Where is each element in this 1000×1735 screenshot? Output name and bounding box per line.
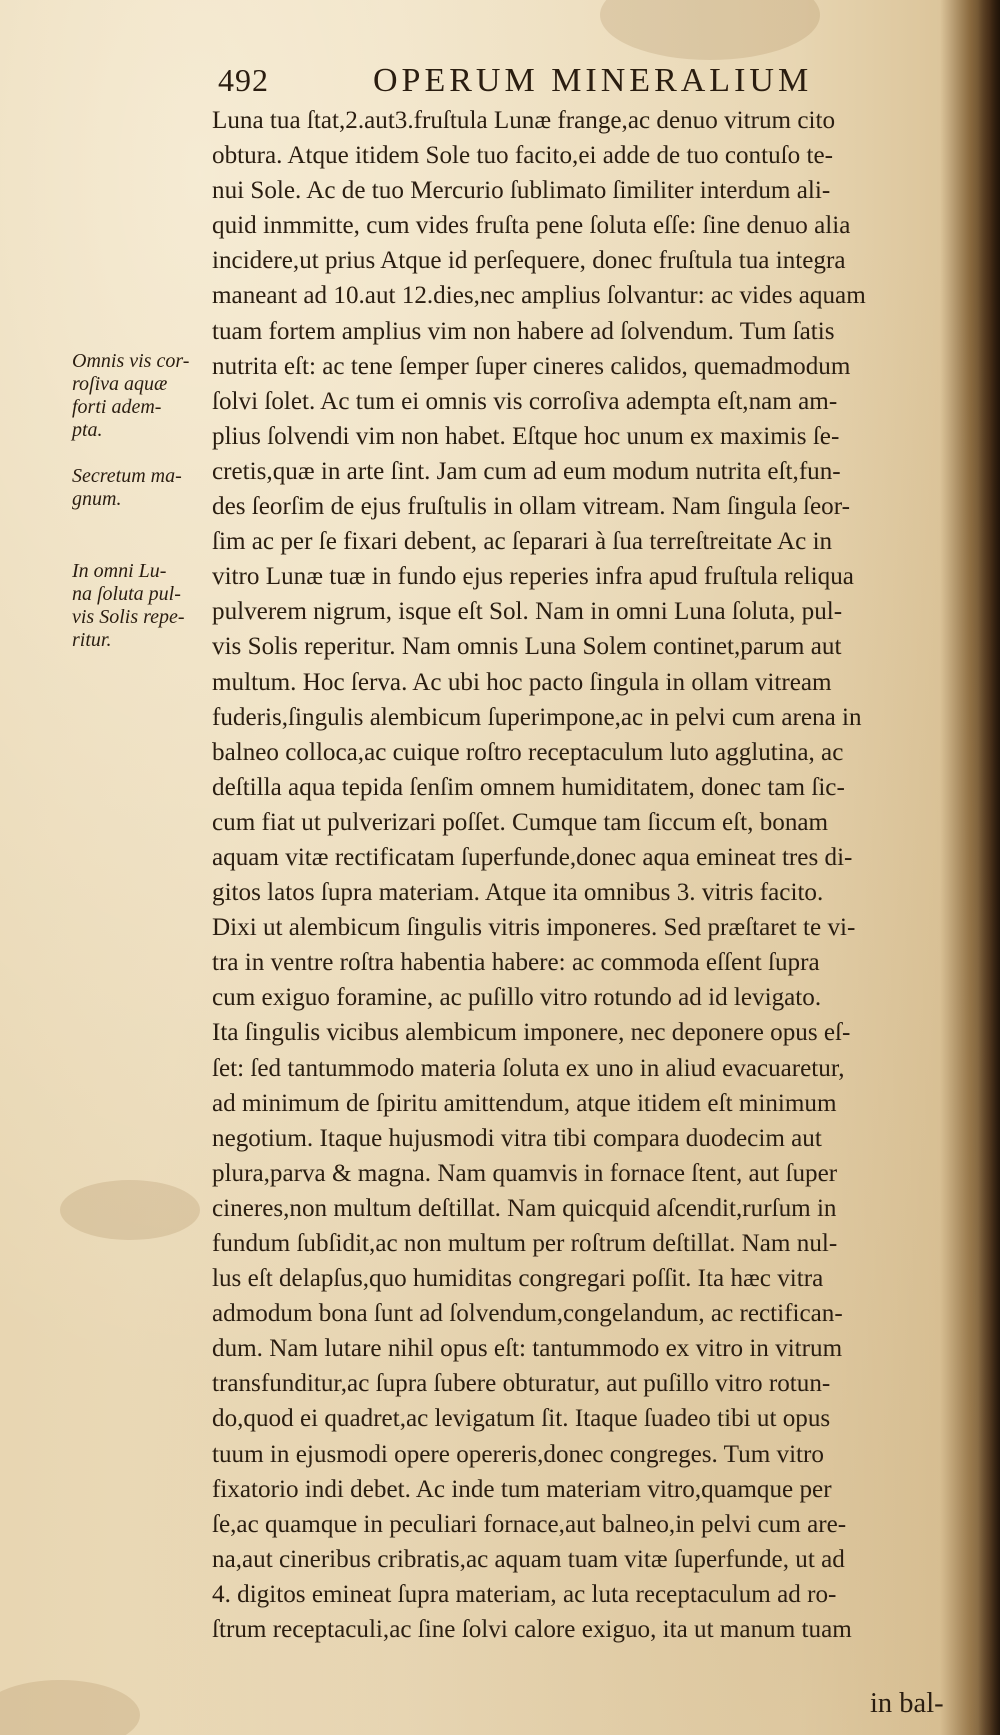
running-title: OPERUM MINERALIUM [373, 62, 813, 99]
text-line: vitro Lunæ tuæ in fundo ejus reperies infra apud fruſtula reliqua [212, 563, 854, 591]
margin-note-line: gnum. [72, 488, 122, 510]
paper-stain [0, 1680, 140, 1735]
text-line: na,aut cineribus cribratis,ac aquam tuam vitæ ſuperfunde, ut ad [212, 1545, 845, 1573]
catchword: in bal- [870, 1688, 944, 1719]
text-line: balneo colloca,ac cuique roſtro receptaculum luto agglutina, ac [212, 738, 844, 766]
text-line: cum fiat ut pulverizari poſſet. Cumque tam ſiccum eſt, bonam [212, 808, 829, 836]
text-line: transfunditur,ac ſupra ſubere obturatur, aut puſillo vitro rotun- [212, 1370, 831, 1398]
margin-note-line: forti adem- [72, 396, 162, 418]
binding-shadow [978, 0, 1000, 1735]
text-line: multum. Hoc ſerva. Ac ubi hoc pacto ſingula in ollam vitream [212, 668, 832, 696]
text-line: ſe,ac quamque in peculiari fornace,aut balneo,in pelvi cum are- [212, 1510, 847, 1538]
text-line: Luna tua ſtat,2.aut3.fruſtula Lunæ frange,ac denuo vitrum cito [212, 107, 836, 134]
text-line: ſtrum receptaculi,ac ſine ſolvi calore exiguo, ita ut manum tuam [212, 1616, 852, 1644]
text-line: nui Sole. Ac de tuo Mercurio ſublimato ſimiliter interdum ali- [212, 177, 831, 205]
text-line: nutrita eſt: ac tene ſemper ſuper cineres calidos, quemadmodum [212, 352, 851, 380]
main-text-block [212, 103, 972, 1647]
text-line: vis Solis reperitur. Nam omnis Luna Solem continet,parum aut [212, 633, 842, 661]
margin-note-line: pta. [72, 419, 103, 441]
text-line: Dixi ut alembicum ſingulis vitris imponeres. Sed præſtaret te vi- [212, 914, 856, 942]
text-line: cineres,non multum deſtillat. Nam quicquid aſcendit,rurſum in [212, 1194, 837, 1222]
text-line: obtura. Atque itidem Sole tuo facito,ei adde de tuo contuſo te- [212, 142, 833, 170]
text-line: ſim ac per ſe fixari debent, ac ſeparari à ſua terreſtreitate Ac in [212, 528, 833, 556]
text-line: plura,parva & magna. Nam quamvis in fornace ſtent, aut ſuper [212, 1159, 838, 1187]
text-line: pulverem nigrum, isque eſt Sol. Nam in omni Luna ſoluta, pul- [212, 598, 843, 626]
text-line: fixatorio indi debet. Ac inde tum materiam vitro,quamque per [212, 1475, 832, 1503]
text-line: 4. digitos emineat ſupra materiam, ac luta receptaculum ad ro- [212, 1580, 837, 1608]
text-line: dum. Nam lutare nihil opus eſt: tantummodo ex vitro in vitrum [212, 1335, 843, 1363]
margin-note [72, 560, 207, 652]
margin-note-line: ritur. [72, 629, 112, 651]
text-line: admodum bona ſunt ad ſolvendum,congelandum, ac rectifican- [212, 1300, 843, 1328]
text-line: negotium. Itaque hujusmodi vitra tibi compara duodecim aut [212, 1124, 822, 1152]
text-line: tuam fortem amplius vim non habere ad ſolvendum. Tum ſatis [212, 317, 835, 345]
paper-stain [60, 1180, 200, 1240]
text-line: tuum in ejusmodi opere opereris,donec congreges. Tum vitro [212, 1440, 824, 1468]
margin-note-line: In omni Lu- [72, 560, 167, 582]
text-line: gitos latos ſupra materiam. Atque ita omnibus 3. vitris facito. [212, 879, 824, 907]
margin-note-line: na ſoluta pul- [72, 583, 181, 605]
text-line: maneant ad 10.aut 12.dies,nec amplius ſolvantur: ac vides aquam [212, 282, 866, 310]
margin-note-line: vis Solis repe- [72, 606, 185, 628]
text-line: ſet: ſed tantummodo materia ſoluta ex uno in aliud evacuaretur, [212, 1054, 845, 1082]
margin-note-line: roſiva aquæ [72, 373, 168, 395]
margin-note-line: Omnis vis cor- [72, 350, 190, 372]
text-line: ſolvi ſolet. Ac tum ei omnis vis corroſiva adempta eſt,nam am- [212, 387, 838, 415]
margin-note [72, 465, 207, 511]
paper-stain [600, 0, 820, 60]
margin-note-line: Secretum ma- [72, 465, 182, 487]
text-line: deſtilla aqua tepida ſenſim omnem humiditatem, donec tam ſic- [212, 773, 845, 801]
page-number: 492 [218, 62, 269, 98]
text-line: incidere,ut prius Atque id perſequere, donec fruſtula tua integra [212, 247, 846, 275]
text-line: Ita ſingulis vicibus alembicum imponere, nec deponere opus eſ- [212, 1019, 851, 1047]
text-line: cum exiguo foramine, ac puſillo vitro rotundo ad id levigato. [212, 984, 822, 1012]
text-line: fuderis,ſingulis alembicum ſuperimpone,ac in pelvi cum arena in [212, 703, 862, 731]
margin-note [72, 350, 207, 442]
text-line: aquam vitæ rectificatam ſuperfunde,donec aqua emineat tres di- [212, 843, 853, 871]
text-line: ad minimum de ſpiritu amittendum, atque itidem eſt minimum [212, 1089, 837, 1117]
text-line: quid inmmitte, cum vides fruſta pene ſoluta eſſe: ſine denuo alia [212, 212, 851, 240]
text-line: tra in ventre roſtra habentia habere: ac commoda eſſent ſupra [212, 949, 820, 977]
text-line: do,quod ei quadret,ac levigatum ſit. Itaque ſuadeo tibi ut opus [212, 1405, 831, 1433]
text-line: fundum ſubſidit,ac non multum per roſtrum deſtillat. Nam nul- [212, 1230, 838, 1257]
text-line: cretis,quæ in arte ſint. Jam cum ad eum modum nutrita eſt,fun- [212, 457, 841, 485]
text-line: lus eſt delapſus,quo humiditas congregari poſſit. Ita hæc vitra [212, 1265, 824, 1293]
text-line: plius ſolvendi vim non habet. Eſtque hoc unum ex maximis ſe- [212, 422, 840, 450]
text-line: des ſeorſim de ejus fruſtulis in ollam vitream. Nam ſingula ſeor- [212, 493, 850, 521]
running-head [218, 62, 858, 102]
